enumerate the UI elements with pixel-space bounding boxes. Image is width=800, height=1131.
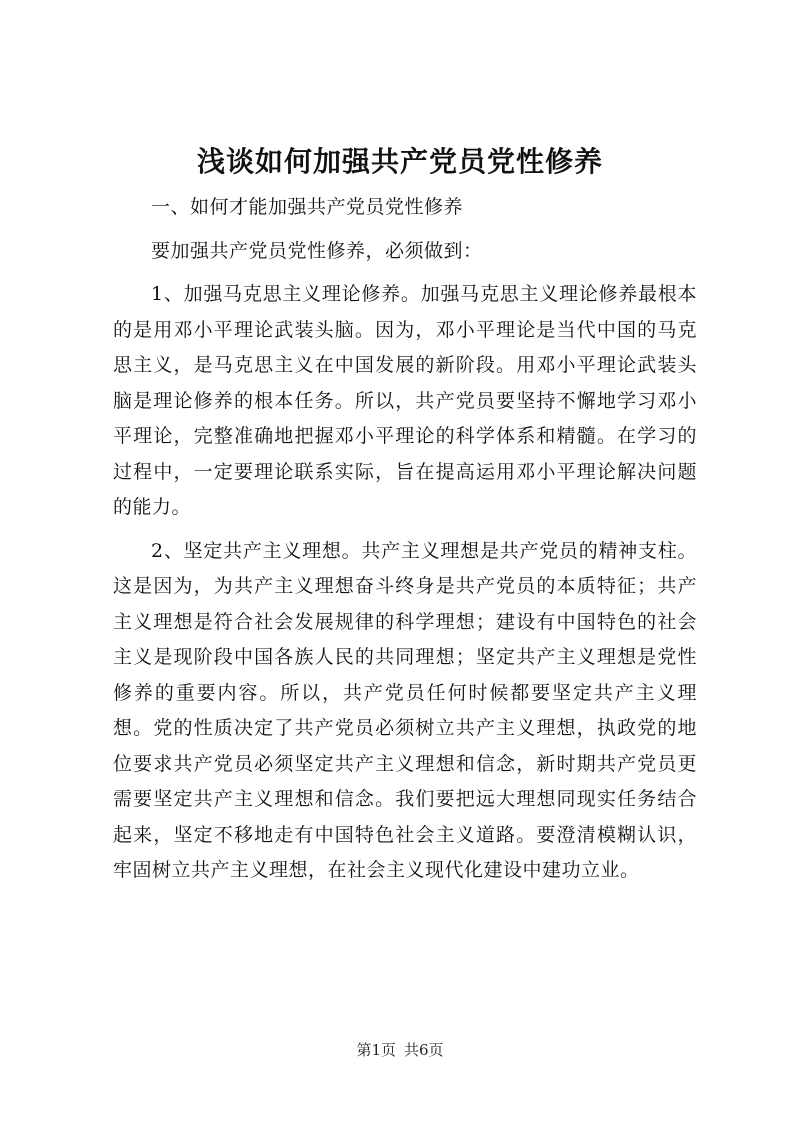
- paragraph-communist-ideal: 2、坚定共产主义理想。共产主义理想是共产党员的精神支柱。这是因为，为共产主义理想奋斗终身是共产党员的本质特征；共产主义理想是符合社会发展规律的科学理想；建设有中国特色的社会主义是现阶段中国各族人民的共同理想；坚定共产主义理想是党性修养的重要内容。所以，共产党员任何时候都要坚定共产主义理想。党的性质决定了共产党员必须树立共产主义理想，执政党的地位要求共产党员必须坚定共产主义理想和信念，新时期共产党员更需要坚定共产主义理想和信念。我们要把远大理想同现实任务结合起来，坚定不移地走有中国特色社会主义道路。要澄清模糊认识，牢固树立共产主义理想，在社会主义现代化建设中建功立业。: [113, 539, 697, 881]
- document-body: [113, 190, 697, 889]
- page-number: 第1页: [356, 1041, 396, 1059]
- document-title: 浅谈如何加强共产党员党性修养: [196, 145, 603, 178]
- paragraph-theory-cultivation: 1、加强马克思主义理论修养。加强马克思主义理论修养最根本的是用邓小平理论武装头脑。因为，邓小平理论是当代中国的马克思主义，是马克思主义在中国发展的新阶段。用邓小平理论武装头脑是理论修养的根本任务。所以，共产党员要坚持不懈地学习邓小平理论，完整准确地把握邓小平理论的科学体系和精髓。在学习的过程中，一定要理论联系实际，旨在提高运用邓小平理论解决问题的能力。: [113, 283, 697, 518]
- section-heading: 一、如何才能加强共产党员党性修养: [151, 196, 464, 218]
- page-footer: [0, 1040, 800, 1060]
- page-total: 共6页: [404, 1041, 444, 1059]
- intro-paragraph: 要加强共产党员党性修养，必须做到：: [151, 239, 483, 262]
